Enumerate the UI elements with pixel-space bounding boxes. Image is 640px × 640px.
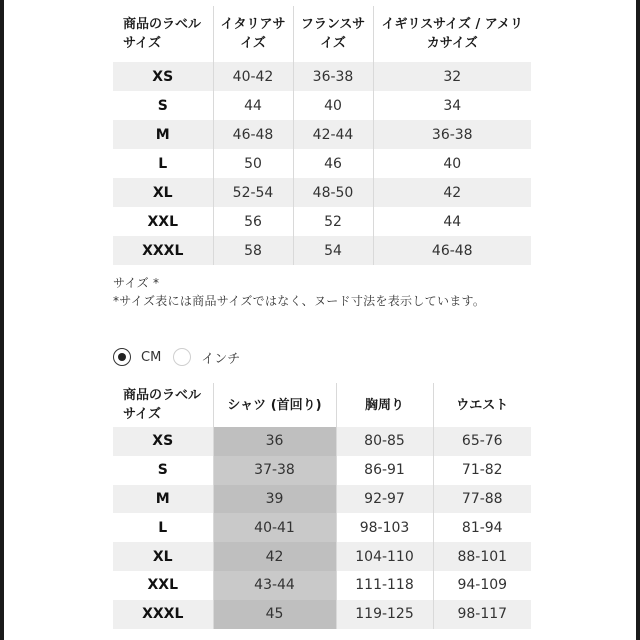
size-label-cell: L [158, 155, 168, 172]
size-conversion-table [113, 6, 531, 265]
header-text: イタリアサ [220, 17, 286, 32]
header-text: イズ [240, 36, 266, 51]
size-label-cell: L [158, 519, 168, 536]
size-label-cell: XXXL [113, 600, 213, 629]
right-edge-bar [636, 0, 640, 640]
size-value-cell: 40-41 [213, 513, 336, 542]
header-text: シャツ (首回り) [227, 397, 322, 413]
size-value-cell: 71-82 [433, 456, 531, 485]
size-label-cell: S [157, 97, 168, 114]
header-text: サイズ [123, 407, 161, 422]
size-value-cell: 77-88 [433, 485, 531, 514]
cm-radio[interactable] [113, 348, 131, 366]
column-header [336, 383, 433, 427]
size-value-cell: 81-94 [433, 513, 531, 542]
size-value-cell: 46-48 [373, 236, 531, 265]
size-label-cell: S [157, 462, 168, 479]
size-value-cell: 56 [213, 207, 293, 236]
table-row [113, 427, 531, 456]
size-value-cell: 40 [373, 149, 531, 178]
size-value-cell: 46 [293, 149, 373, 178]
column-header [293, 6, 373, 62]
table-row [113, 149, 531, 178]
size-value-cell: 111-118 [336, 571, 433, 600]
table-row [113, 62, 531, 91]
inch-radio[interactable] [173, 348, 191, 366]
size-value-cell: 42 [213, 542, 336, 571]
header-text: ウエスト [456, 397, 509, 413]
size-label-cell: XXL [147, 577, 178, 594]
size-value-cell: 32 [373, 62, 531, 91]
size-value-cell: 45 [213, 600, 336, 629]
size-note-title: サイズ * [113, 276, 160, 290]
cm-label: CM [141, 349, 162, 365]
size-value-cell: 36-38 [373, 120, 531, 149]
column-header [213, 6, 293, 62]
column-header [113, 383, 213, 427]
size-label-cell: XL [113, 178, 213, 207]
size-label-cell: XS [113, 427, 213, 456]
size-value-cell: 34 [373, 91, 531, 120]
size-label-cell: XL [113, 542, 213, 571]
size-value-cell: 40 [293, 91, 373, 120]
size-value-cell: 88-101 [433, 542, 531, 571]
size-label-cell: XXXL [113, 236, 213, 265]
header-text: サイズ [123, 36, 161, 51]
size-value-cell: 58 [213, 236, 293, 265]
column-header [373, 6, 531, 62]
size-value-cell: 42-44 [293, 120, 373, 149]
table-row [113, 178, 531, 207]
size-value-cell: 48-50 [293, 178, 373, 207]
size-value-cell: 39 [213, 485, 336, 514]
table-row [113, 571, 531, 600]
size-value-cell: 98-117 [433, 600, 531, 629]
column-header [213, 383, 336, 427]
header-text: 胸周り [364, 397, 404, 413]
size-value-cell: 36 [213, 427, 336, 456]
size-value-cell: 44 [213, 91, 293, 120]
table-row [113, 120, 531, 149]
table-row [113, 456, 531, 485]
size-value-cell: 52-54 [213, 178, 293, 207]
size-value-cell: 52 [293, 207, 373, 236]
table-row [113, 236, 531, 265]
header-text: イズ [320, 36, 346, 51]
unit-toggle [113, 345, 252, 369]
size-note-text: *サイズ表には商品サイズではなく、ヌード寸法を表示しています。 [113, 294, 486, 308]
size-value-cell: 86-91 [336, 456, 433, 485]
table-row [113, 600, 531, 629]
size-label-cell: XS [113, 62, 213, 91]
size-value-cell: 40-42 [213, 62, 293, 91]
body-measurement-table [113, 383, 531, 629]
table-row [113, 91, 531, 120]
header-text: カサイズ [426, 36, 478, 51]
size-label-cell: M [113, 120, 213, 149]
size-label-cell: M [113, 485, 213, 514]
left-edge-bar [0, 0, 4, 640]
size-value-cell: 65-76 [433, 427, 531, 456]
table-row [113, 542, 531, 571]
size-value-cell: 44 [373, 207, 531, 236]
table-row [113, 207, 531, 236]
inch-label: インチ [201, 351, 241, 367]
size-value-cell: 104-110 [336, 542, 433, 571]
size-value-cell: 50 [213, 149, 293, 178]
column-header [433, 383, 531, 427]
header-text: 商品のラベル [123, 17, 202, 32]
size-value-cell: 119-125 [336, 600, 433, 629]
size-value-cell: 43-44 [213, 571, 336, 600]
table-row [113, 513, 531, 542]
size-value-cell: 94-109 [433, 571, 531, 600]
size-label-cell: XXL [147, 213, 178, 230]
size-value-cell: 37-38 [213, 456, 336, 485]
size-value-cell: 46-48 [213, 120, 293, 149]
header-text: イギリスサイズ / アメリ [381, 17, 523, 32]
size-value-cell: 92-97 [336, 485, 433, 514]
size-value-cell: 98-103 [336, 513, 433, 542]
size-value-cell: 54 [293, 236, 373, 265]
table-row [113, 485, 531, 514]
size-value-cell: 80-85 [336, 427, 433, 456]
size-value-cell: 42 [373, 178, 531, 207]
radio-selected-dot [118, 353, 126, 361]
header-text: 商品のラベル [123, 388, 202, 403]
size-value-cell: 36-38 [293, 62, 373, 91]
header-text: フランスサ [300, 17, 366, 32]
column-header [113, 6, 213, 62]
